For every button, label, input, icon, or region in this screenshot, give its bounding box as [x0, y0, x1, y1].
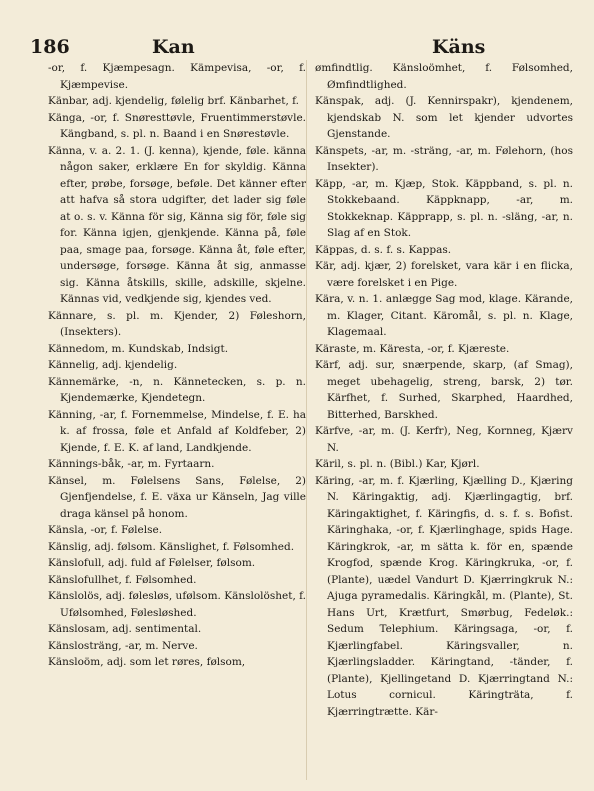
entry: Känslofull, adj. fuld af Følelser, følsom.: [48, 557, 256, 569]
entry: Känsel, m. Følelsens Sans, Følelse, 2) Gjenfjendelse, f. E. växa ur Känseln, Jag ville draga känsel på honom.: [48, 474, 306, 520]
entry: Kännings-båk, -ar, m. Fyrtaarn.: [48, 458, 215, 470]
right-column: [315, 60, 573, 720]
entry: Känga, -or, f. Snøresttøvle, Fruentimmerstøvle. Kängband, s. pl. n. Baand i en Snørestøvle.: [48, 111, 306, 140]
entry: Känning, -ar, f. Fornemmelse, Mindelse, f. E. ha k. af frossa, føle et Anfald af Koldfeber, 2) Kjende, f. E. K. af land, Landkjende.: [48, 408, 306, 454]
entry: Käpp, -ar, m. Kjæp, Stok. Käppband, s. pl. n. Stokkebaand. Käppknapp, -ar, m. Stokkeknap. Käpprapp, s. pl. n. -släng, -ar, n. Slag af en Stok.: [315, 177, 573, 239]
entry: Kärfve, -ar, m. (J. Kerfr), Neg, Kornneg, Kjærv N.: [315, 425, 573, 454]
left-guide-word: Kan: [152, 36, 195, 58]
entry: Känslosam, adj. sentimental.: [48, 623, 202, 635]
entry: Känspak, adj. (J. Kennirspakr), kjendenem, kjendskab N. som let kjender udvortes Gjenstande.: [315, 95, 573, 140]
right-guide-word: Käns: [432, 36, 486, 58]
entry: Känna, v. a. 2. 1. (J. kenna), kjende, føle. känna någon saker, erklære En for skyldig. Känna efter, prøbe, forsøge, beføle. Det känner efter att hafva så stora udgifter, det lader sig føle at o. s. v. Känna för sig, Känna sig för, føle sig for. Känna igjen, gjenkjende. Känna på, føle paa, smage paa, forsøge. Känna åt, føle efter, undersøge, forsøge. Känna åt sig, anmasse sig. Känna åtskills, skille, adskille, skjelne. Kännas vid, vedkjende sig, kjendes ved.: [48, 144, 306, 305]
entry: Käppas, d. s. f. s. Kappas.: [315, 243, 452, 256]
entry: Kännare, s. pl. m. Kjender, 2) Føleshorn, (Insekters).: [48, 309, 306, 338]
entry: Kärf, adj. sur, snærpende, skarp, (af Smag), meget ubehagelig, streng, barsk, 2) tør. Kärfhet, f. Surhed, Skarphed, Haardhed, Bitterhed, Barskhed.: [315, 359, 573, 421]
left-column: [48, 60, 306, 671]
entry: ømfindtlig. Känsloömhet, f. Følsomhed, Ømfindtlighed.: [315, 62, 573, 91]
entry: Känsla, -or, f. Følelse.: [48, 524, 163, 536]
entry: Kär, adj. kjær, 2) forelsket, vara kär i en flicka, være forelsket i en Pige.: [315, 260, 573, 289]
entry: Känspets, -ar, m. -sträng, -ar, m. Følehorn, (hos Insekter).: [315, 144, 573, 173]
entry: Kännedom, m. Kundskab, Indsigt.: [48, 342, 229, 355]
entry: Käraste, m. Käresta, -or, f. Kjæreste.: [315, 342, 510, 355]
entry: Känslofullhet, f. Følsomhed.: [48, 573, 197, 586]
page-number: 186: [30, 36, 70, 58]
entry: Käring, -ar, m. f. Kjærling, Kjælling D., Kjæring N. Käringaktig, adj. Kjærlingagtig, brf. Käringaktighet, f. Käringfis, d. s. f. s. Bofist. Käringhaka, -or, f. Kjærlinghage, spids Hage. Käringkrok, -ar, m sätta k. för en, spænde Krogfod, spænde Krog. Käringkruka, -or, f. (Plante), uædel Vandurt D. Kjærringkruk N.: Ajuga pyramedalis. Käringkål, m. (Plante), St. Hans Urt, Krætfurt, Smørbug, Fedeløk.: Sedum Telephium. Käringsaga, -or, f. Kjærlingfabel. Käringsvaller, n. Kjærlingsladder. Käringtand, -tänder, f. (Plante), Kjellingetand D. Kjærringtand N.: Lotus cornicul. Käringträta, f. Kjærringtrætte. Kär-: [315, 474, 573, 718]
entry: Känslosträng, -ar, m. Nerve.: [48, 639, 198, 652]
entry: Känslig, adj. følsom. Känslighet, f. Følsomhed.: [48, 540, 295, 553]
entry: Kära, v. n. 1. anlægge Sag mod, klage. Kärande, m. Klager, Citant. Käromål, s. pl. n. Klage, Klagemaal.: [315, 293, 573, 338]
entry: Kännemärke, -n, n. Kännetecken, s. p. n. Kjendemærke, Kjendetegn.: [48, 375, 306, 404]
entry: Käril, s. pl. n. (Bibl.) Kar, Kjørl.: [315, 458, 480, 470]
entry: Känbar, adj. kjendelig, følelig brf. Känbarhet, f.: [48, 95, 300, 107]
entry: Känsloöm, adj. som let røres, følsom,: [48, 656, 246, 668]
entry: Kännelig, adj. kjendelig.: [48, 359, 178, 371]
entry: Känslolös, adj. følesløs, ufølsom. Känslolöshet, f. Ufølsomhed, Følesløshed.: [48, 590, 306, 619]
column-divider: [306, 60, 307, 780]
entry: -or, f. Kjæmpesagn. Kämpevisa, -or, f. Kjæmpevise.: [48, 62, 306, 91]
